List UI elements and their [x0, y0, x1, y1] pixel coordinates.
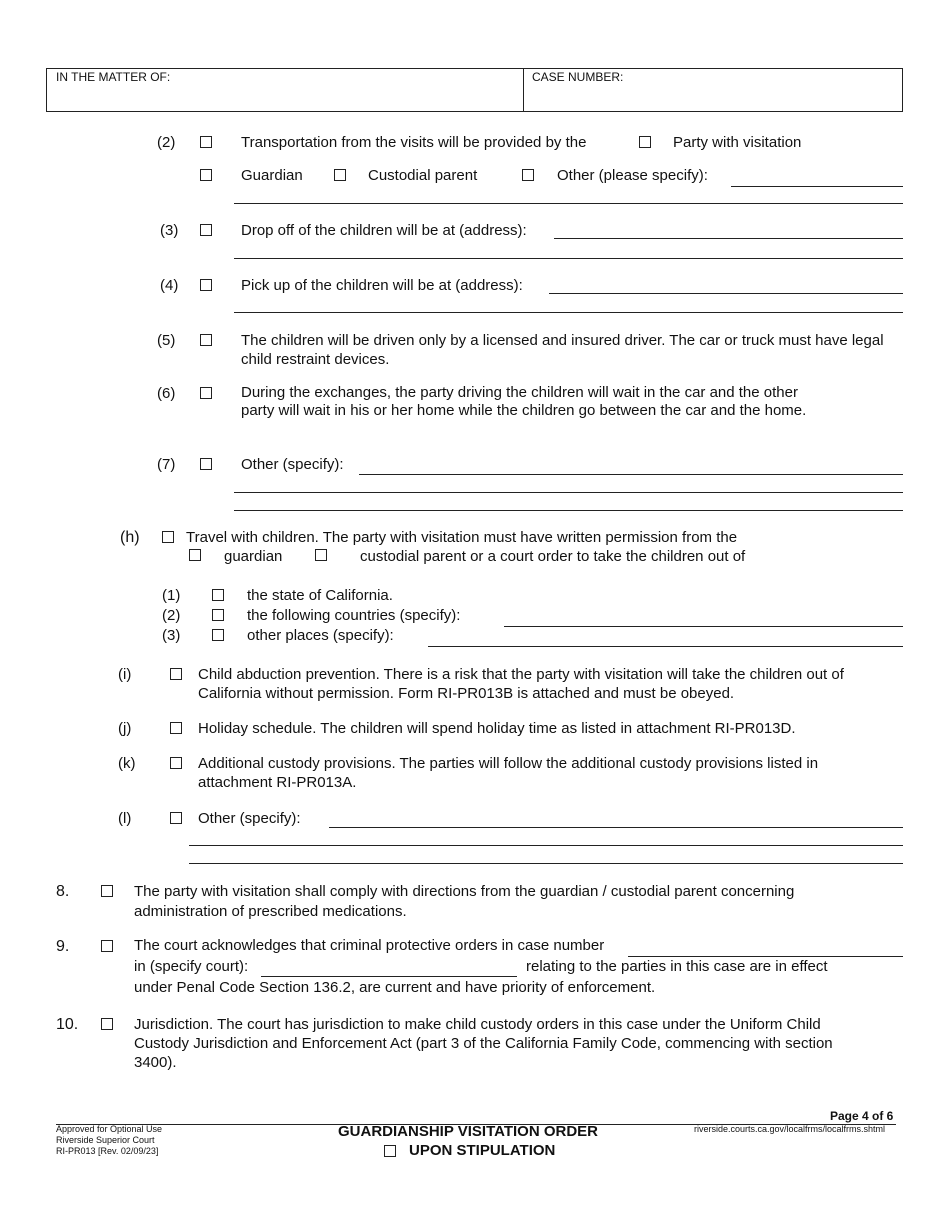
item-7-line-2[interactable]	[234, 492, 903, 493]
item-10-number: 10.	[56, 1016, 79, 1033]
item-8-number: 8.	[56, 883, 70, 900]
item-3-text: Drop off of the children will be at (address):	[241, 222, 527, 239]
item-6-checkbox[interactable]	[200, 387, 212, 399]
section-j-text: Holiday schedule. The children will spend holiday time as listed in attachment RI-PR013D.	[198, 720, 796, 737]
item-7-checkbox[interactable]	[200, 458, 212, 470]
other-places-specify-line[interactable]	[428, 646, 903, 647]
form-title: GUARDIANSHIP VISITATION ORDER	[338, 1123, 599, 1140]
item-9-number: 9.	[56, 938, 70, 955]
party-with-visitation-checkbox[interactable]	[639, 136, 651, 148]
specify-court-line[interactable]	[261, 976, 517, 977]
drop-off-address-line[interactable]	[554, 238, 903, 239]
section-l-text: Other (specify):	[198, 810, 301, 827]
section-j-checkbox[interactable]	[170, 722, 182, 734]
travel-guardian-checkbox[interactable]	[189, 549, 201, 561]
travel-sub-1-checkbox[interactable]	[212, 589, 224, 601]
item-3-number: (3)	[160, 222, 179, 239]
section-k-letter: (k)	[118, 755, 136, 772]
item-7-number: (7)	[157, 456, 176, 473]
item-7-specify-line[interactable]	[359, 474, 903, 475]
custodial-parent-checkbox[interactable]	[334, 169, 346, 181]
section-i-checkbox[interactable]	[170, 668, 182, 680]
item-4-continuation-line[interactable]	[234, 312, 903, 313]
section-h-letter: (h)	[120, 529, 140, 546]
section-j-letter: (j)	[118, 720, 132, 737]
caption-box	[46, 68, 903, 112]
item-3-checkbox[interactable]	[200, 224, 212, 236]
item-4-number: (4)	[160, 277, 179, 294]
case-number-line[interactable]	[628, 956, 903, 957]
travel-sub-2-text: the following countries (specify):	[247, 607, 461, 624]
section-k-text: Additional custody provisions. The parties will follow the additional custody provisions listed in attachment RI-PR013A.	[198, 755, 819, 791]
item-9-checkbox[interactable]	[101, 940, 113, 952]
item-10-text: Jurisdiction. The court has jurisdiction to make child custody orders in this case under the Uniform Child Custody Jurisdiction and Enforcement Act (part 3 of the California Family Code, commencing with section 3400).	[134, 1016, 833, 1071]
guardian-checkbox[interactable]	[200, 169, 212, 181]
section-l-checkbox[interactable]	[170, 812, 182, 824]
item-4-text: Pick up of the children will be at (address):	[241, 277, 523, 294]
item-9-line-2a: in (specify court):	[134, 958, 249, 975]
matter-label: IN THE MATTER OF:	[56, 70, 171, 84]
item-8-checkbox[interactable]	[101, 885, 113, 897]
section-i-letter: (i)	[118, 666, 132, 683]
section-i-text: Child abduction prevention. There is a risk that the party with visitation will take the children out of California without permission. Form RI-PR013B is attached and must be obeyed.	[198, 666, 844, 702]
travel-line-2: custodial parent or a court order to take the children out of	[360, 548, 746, 565]
court-text: Riverside Superior Court	[56, 1135, 155, 1145]
travel-sub-3-checkbox[interactable]	[212, 629, 224, 641]
page-number: Page 4 of 6	[830, 1109, 894, 1123]
item-3-continuation-line[interactable]	[234, 258, 903, 259]
item-2-number: (2)	[157, 134, 176, 151]
form-id: RI-PR013 [Rev. 02/09/23]	[56, 1146, 159, 1156]
section-k-checkbox[interactable]	[170, 757, 182, 769]
travel-sub-3-text: other places (specify):	[247, 627, 394, 644]
item-8-text: The party with visitation shall comply with directions from the guardian / custodial parent concerning administration of prescribed medications.	[134, 883, 795, 920]
travel-sub-3-number: (3)	[162, 627, 181, 644]
item-5-text: The children will be driven only by a licensed and insured driver. The car or truck must have legal child restraint devices.	[241, 332, 884, 368]
other-transport-checkbox[interactable]	[522, 169, 534, 181]
travel-sub-2-number: (2)	[162, 607, 181, 624]
section-l-specify-line[interactable]	[329, 827, 903, 828]
item-6-number: (6)	[157, 385, 176, 402]
item-4-checkbox[interactable]	[200, 279, 212, 291]
guardian-label: Guardian	[241, 167, 303, 184]
party-with-visitation-label: Party with visitation	[673, 134, 802, 151]
item-10-checkbox[interactable]	[101, 1018, 113, 1030]
item-2-continuation-line[interactable]	[234, 203, 903, 204]
other-transport-line[interactable]	[731, 186, 903, 187]
travel-guardian-label: guardian	[224, 548, 283, 565]
case-number-label: CASE NUMBER:	[532, 70, 624, 84]
section-l-letter: (l)	[118, 810, 132, 827]
item-5-checkbox[interactable]	[200, 334, 212, 346]
item-7-text: Other (specify):	[241, 456, 344, 473]
item-9-line-2b: relating to the parties in this case are in effect	[526, 958, 828, 975]
item-2-checkbox[interactable]	[200, 136, 212, 148]
item-9-line-1: The court acknowledges that criminal protective orders in case number	[134, 937, 605, 954]
travel-line-1: Travel with children. The party with visitation must have written permission from the	[186, 529, 738, 546]
court-url[interactable]: riverside.courts.ca.gov/localfrms/localfrms.shtml	[694, 1124, 886, 1134]
item-6-text: During the exchanges, the party driving the children will wait in the car and the other party will wait in his or her home while the children go between the car and the home.	[241, 384, 807, 419]
travel-checkbox[interactable]	[162, 531, 174, 543]
item-5-number: (5)	[157, 332, 176, 349]
pick-up-address-line[interactable]	[549, 293, 903, 294]
section-l-line-2[interactable]	[189, 845, 903, 846]
form-subtitle: UPON STIPULATION	[409, 1142, 556, 1159]
item-7-line-3[interactable]	[234, 510, 903, 511]
section-l-line-3[interactable]	[189, 863, 903, 864]
item-2-text: Transportation from the visits will be provided by the	[241, 134, 587, 151]
countries-specify-line[interactable]	[504, 626, 903, 627]
custodial-parent-label: Custodial parent	[368, 167, 478, 184]
other-transport-label: Other (please specify):	[557, 167, 708, 184]
stipulation-checkbox[interactable]	[384, 1145, 396, 1157]
travel-custodial-checkbox[interactable]	[315, 549, 327, 561]
travel-sub-2-checkbox[interactable]	[212, 609, 224, 621]
travel-sub-1-number: (1)	[162, 587, 181, 604]
approved-text: Approved for Optional Use	[56, 1124, 163, 1134]
travel-sub-1-text: the state of California.	[247, 587, 393, 604]
item-9-line-3: under Penal Code Section 136.2, are current and have priority of enforcement.	[134, 979, 656, 996]
caption-divider	[523, 68, 524, 112]
